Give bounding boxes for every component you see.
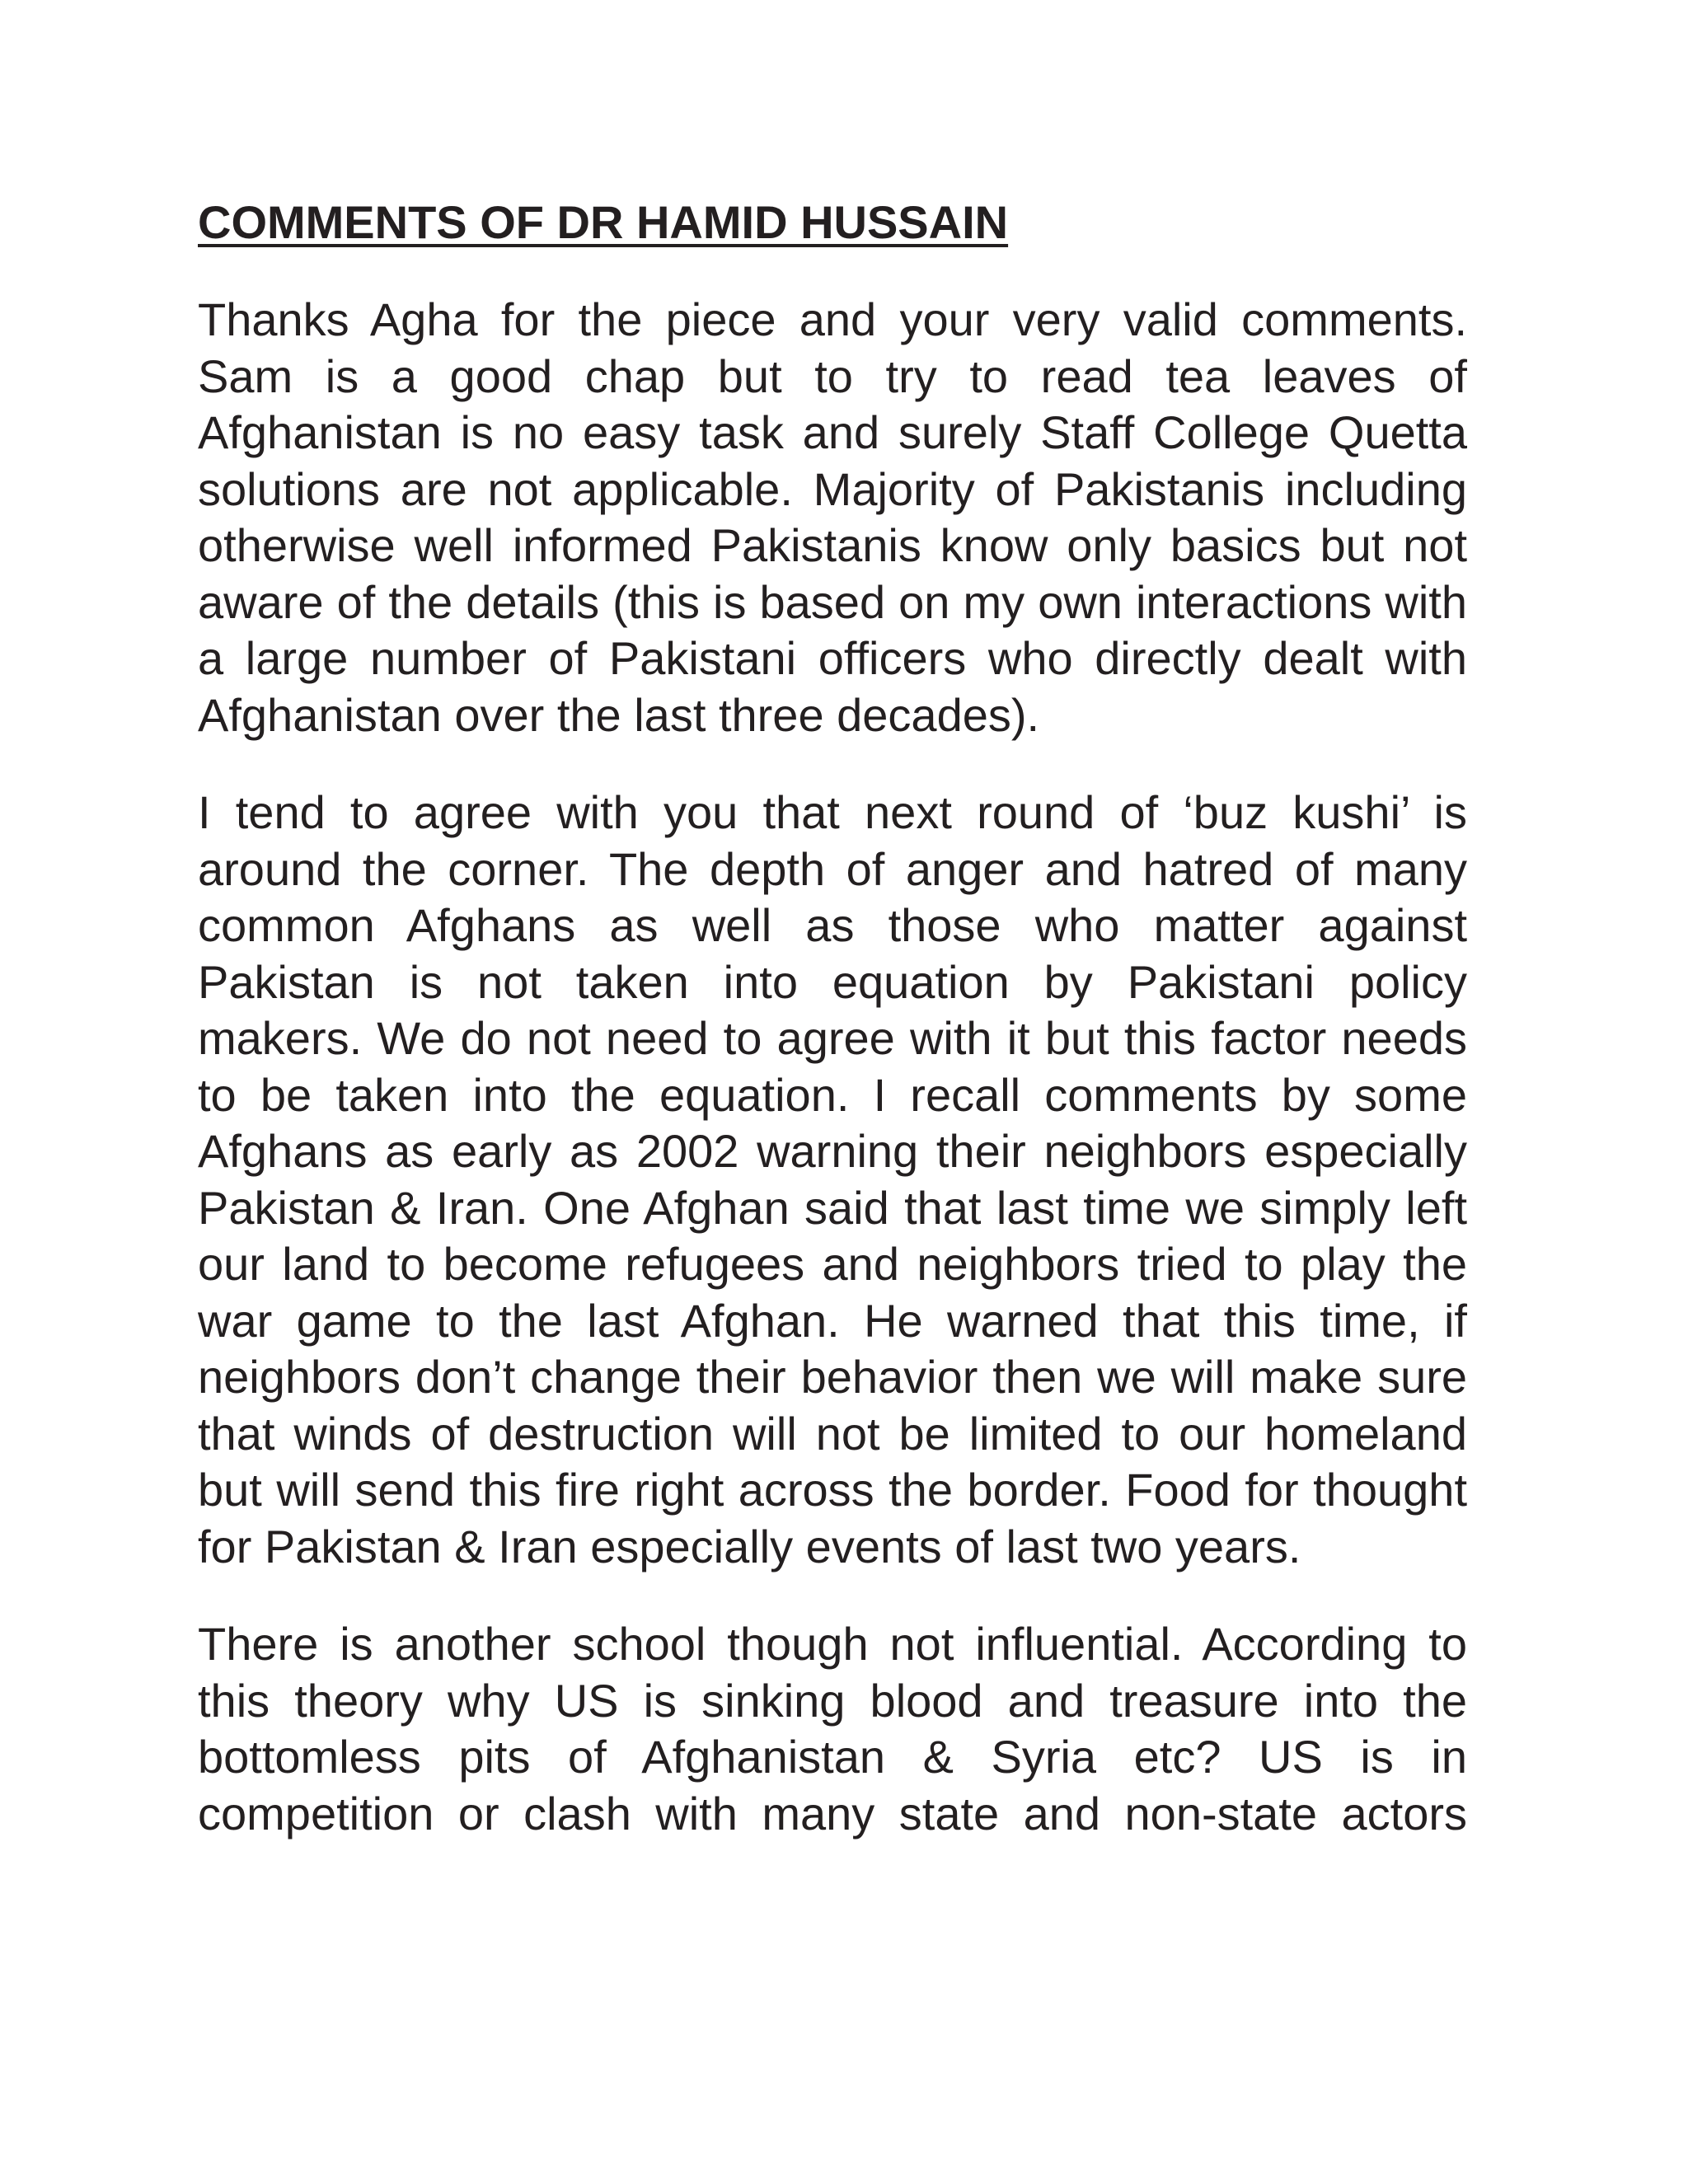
document-title: COMMENTS OF DR HAMID HUSSAIN [198, 196, 1009, 248]
paragraph-2: I tend to agree with you that next round of ‘buz kushi’ is around the corner. The depth of anger and hatred of many common Afghans as well as those who matter against Pakistan is not taken into equation by Pakistani policy makers. We do not need to agree with it but this factor needs to be taken into the equation. I recall comments by some Afghans as early as 2002 warning their neighbors especially Pakistan & Iran. One Afghan said that last time we simply left our land to become refugees and neighbors tried to play the war game to the last Afghan. He warned that this time, if neighbors don’t change their behavior then we will make sure that winds of destruction will not be limited to our homeland but will send this fire right across the border. Food for thought for Pakistan & Iran especially events of last two years. [198, 786, 1467, 1572]
paragraph-3: There is another school though not influential. According to this theory why US is sinking blood and treasure into the bottomless pits of Afghanistan & Syria etc? US is in competition or clash with many state and non-state actors [198, 1618, 1467, 1840]
document-body [198, 194, 1467, 1842]
paragraph-1: Thanks Agha for the piece and your very valid comments. Sam is a good chap but to try to read tea leaves of Afghanistan is no easy task and surely Staff College Quetta solutions are not applicable. Majority of Pakistanis including otherwise well informed Pakistanis know only basics but not aware of the details (this is based on my own interactions with a large number of Pakistani officers who directly dealt with Afghanistan over the last three decades). [198, 293, 1467, 741]
